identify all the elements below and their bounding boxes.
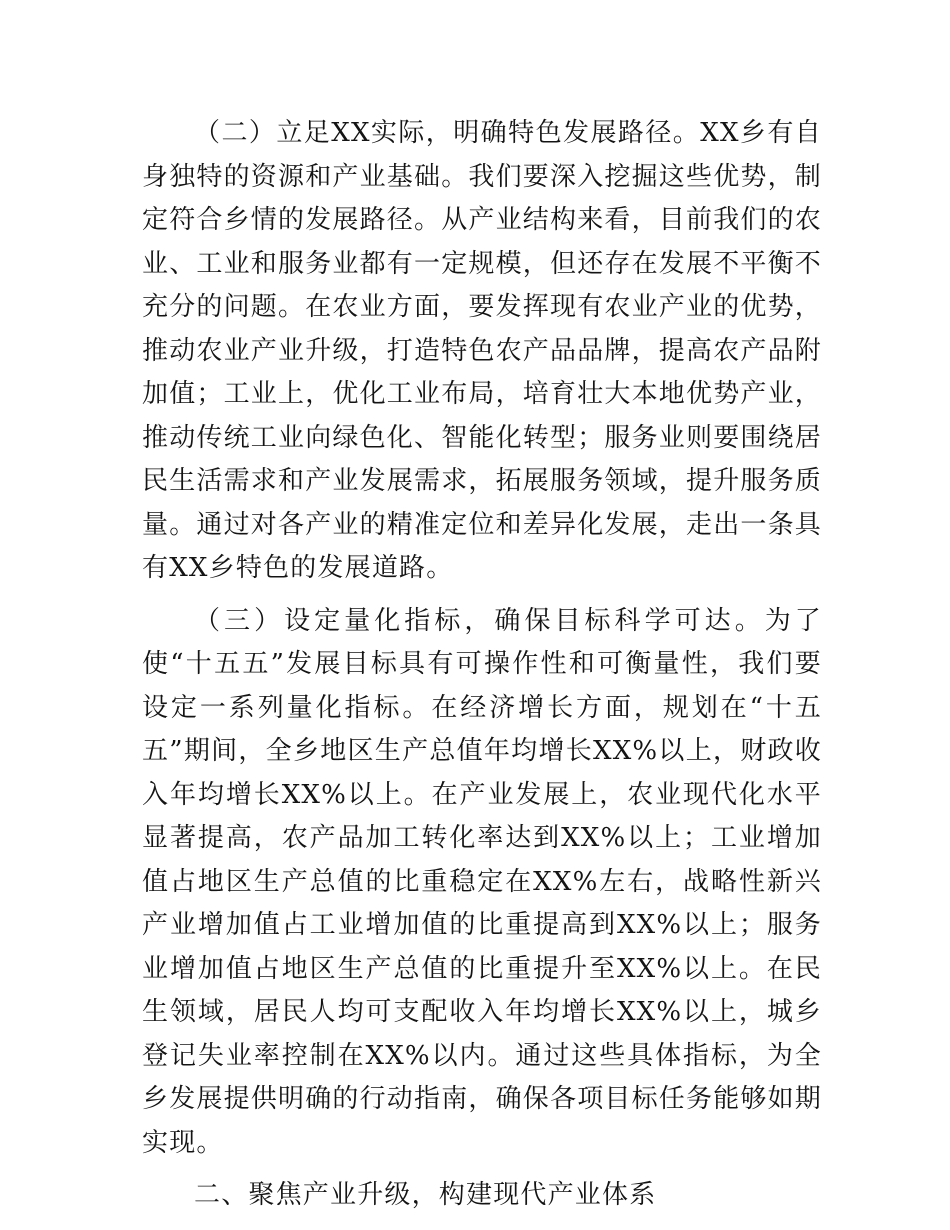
section-heading: 二、聚焦产业升级，构建现代产业体系 [194, 1180, 657, 1210]
document-body [142, 112, 822, 1218]
paragraph-feature-development-path: （二）立足XX实际，明确特色发展路径。XX乡有自身独特的资源和产业基础。我们要深入挖掘这些优势，制定符合乡情的发展路径。从产业结构来看，目前我们的农业、工业和服务业都有一定规模，但还存在发展不平衡不充分的问题。在农业方面，要发挥现有农业产业的优势，推动农业产业升级，打造特色农产品品牌，提高农产品附加值；工业上，优化工业布局，培育壮大本地优势产业，推动传统工业向绿色化、智能化转型；服务业则要围绕居民生活需求和产业发展需求，拓展服务领域，提升服务质量。通过对各产业的精准定位和差异化发展，走出一条具有XX乡特色的发展道路。 [142, 118, 823, 583]
paragraph-quantified-targets: （三）设定量化指标，确保目标科学可达。为了使“十五五”发展目标具有可操作性和可衡量性，我们要设定一系列量化指标。在经济增长方面，规划在“十五五”期间，全乡地区生产总值年均增长XX%以上，财政收入年均增长XX%以上。在产业发展上，农业现代化水平显著提高，农产品加工转化率达到XX%以上；工业增加值占地区生产总值的比重稳定在XX%左右，战略性新兴产业增加值占工业增加值的比重提高到XX%以上；服务业增加值占地区生产总值的比重提升至XX%以上。在民生领域，居民人均可支配收入年均增长XX%以上，城乡登记失业率控制在XX%以内。通过这些具体指标，为全乡发展提供明确的行动指南，确保各项目标任务能够如期实现。 [142, 605, 823, 1158]
